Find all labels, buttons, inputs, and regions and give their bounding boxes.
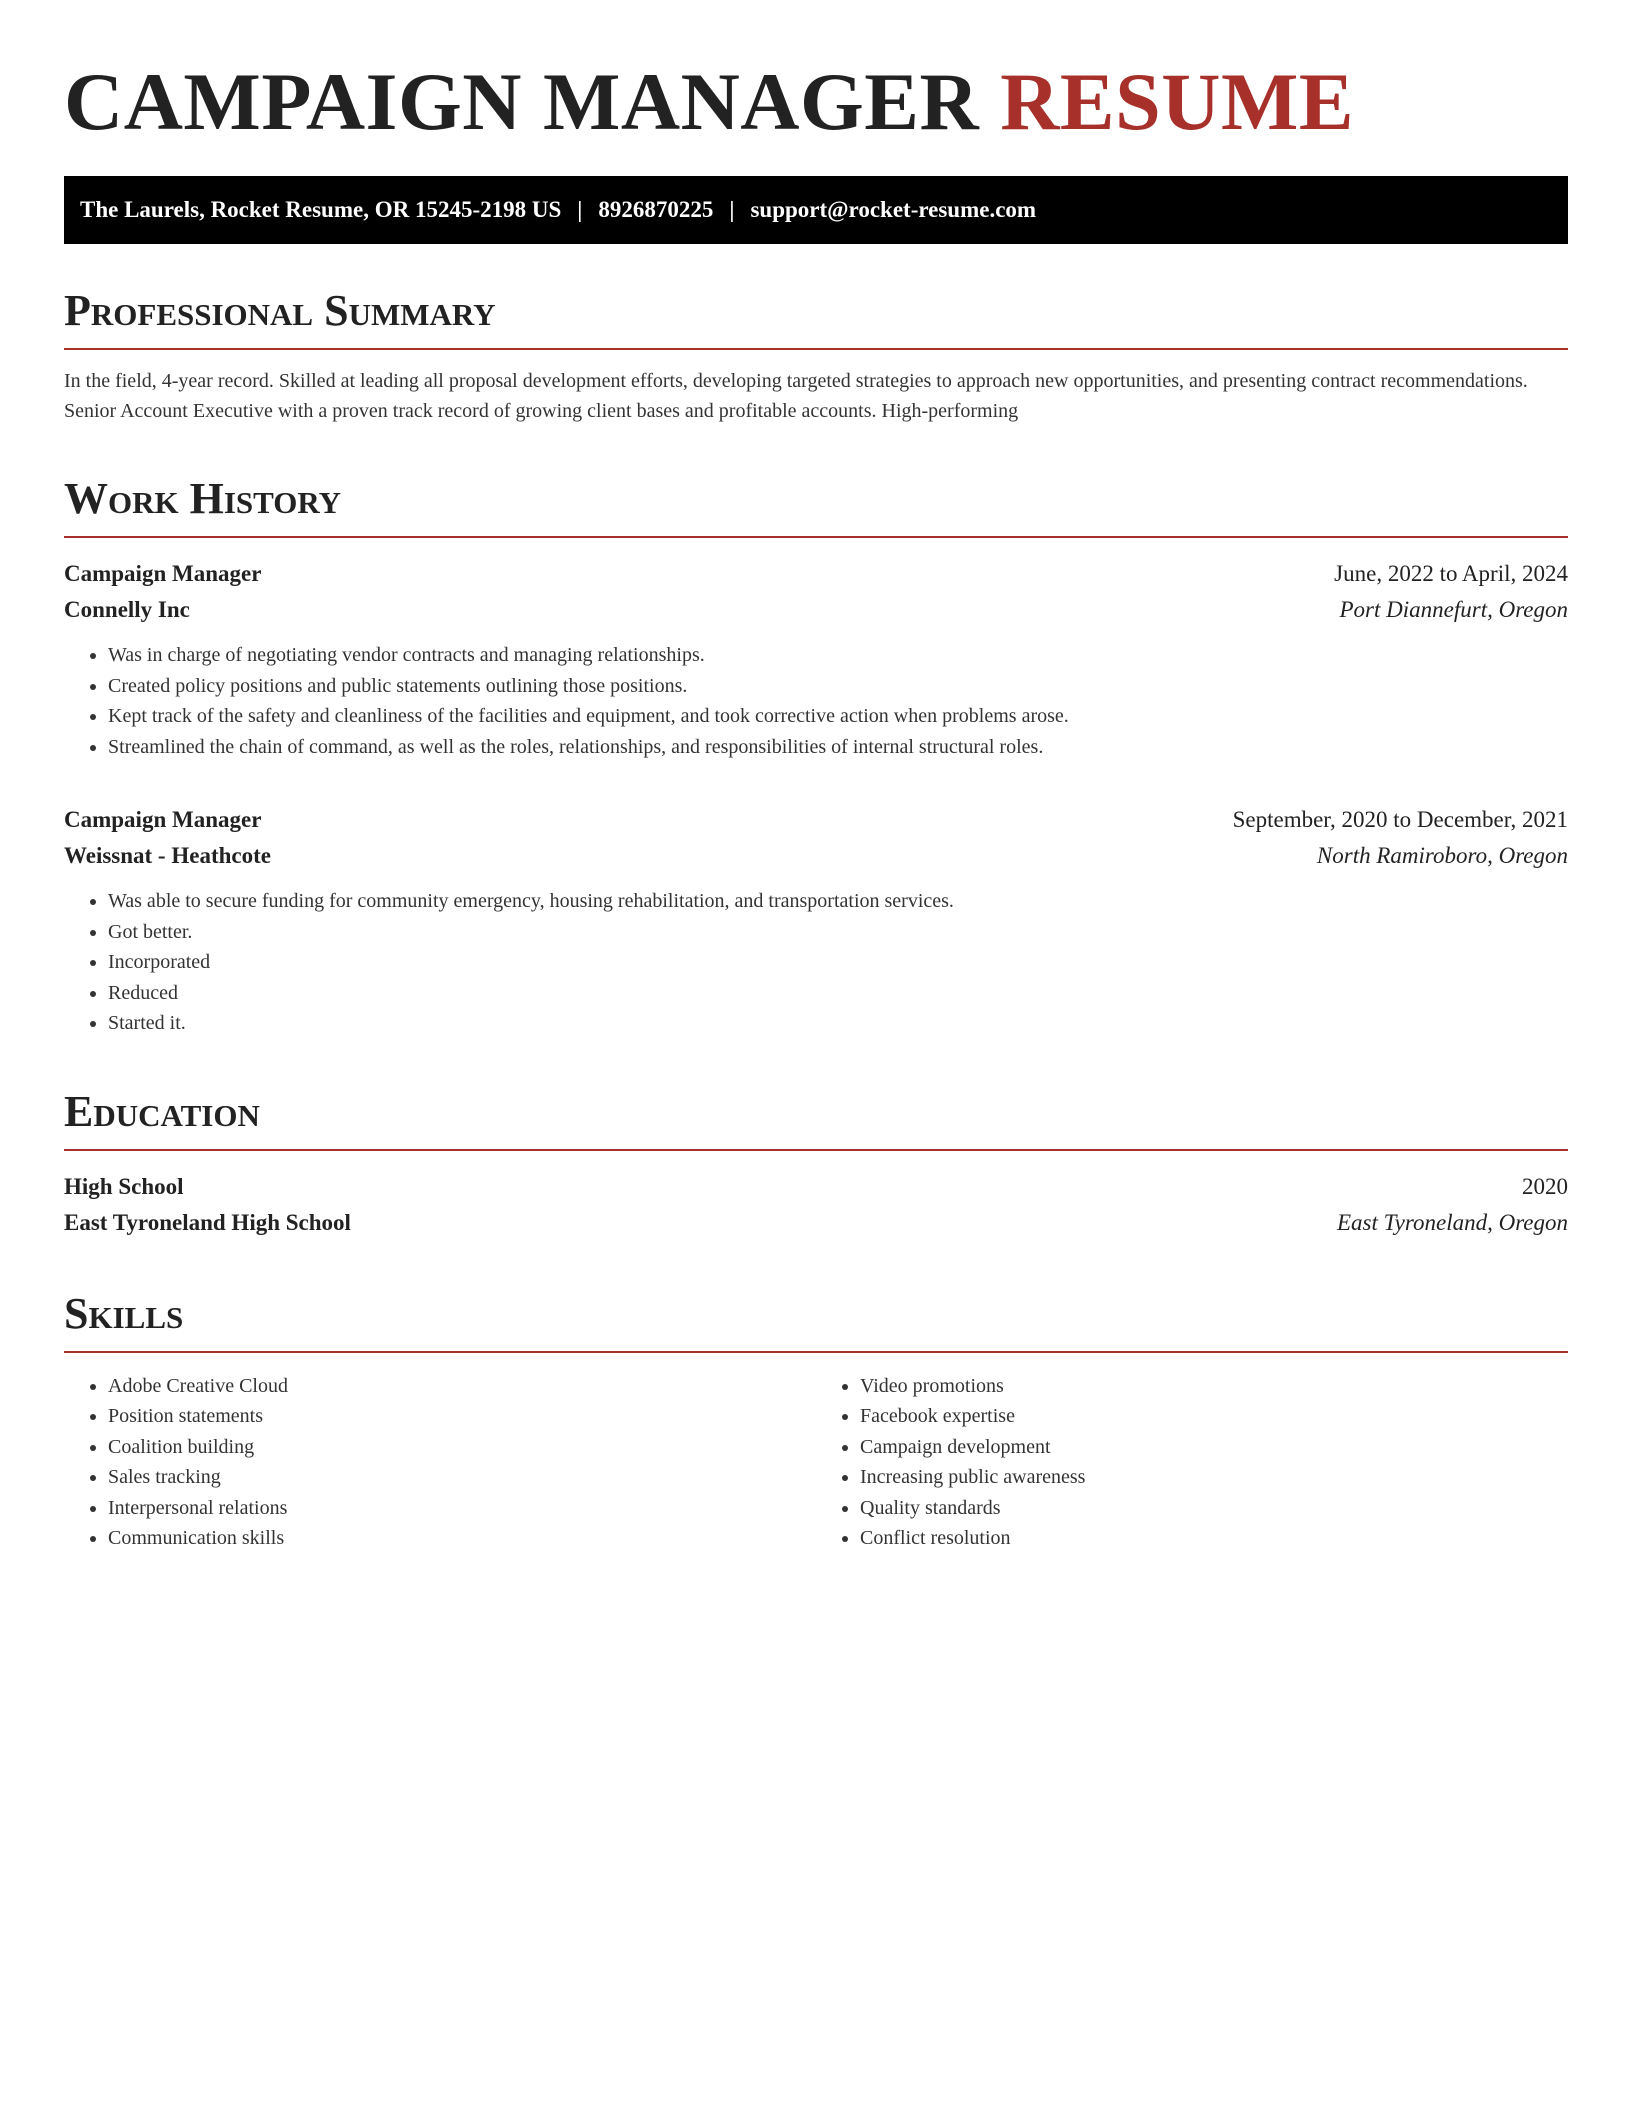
skill-item: • Increasing public awareness [860, 1462, 1568, 1493]
resume-title [64, 52, 1568, 152]
contact-email: support@rocket-resume.com [750, 197, 1037, 222]
job-company-row [64, 592, 1568, 628]
contact-phone: 8926870225 [598, 197, 714, 222]
job-bullet: • Was in charge of negotiating vendor contracts and managing relationships. [108, 640, 1568, 671]
job-bullets [64, 886, 1568, 1039]
skill-item: • Video promotions [860, 1371, 1568, 1402]
job-title: Campaign Manager [64, 807, 262, 832]
education-entry [64, 1169, 1568, 1241]
job-bullet: • Reduced [108, 978, 1568, 1009]
title-main: CAMPAIGN MANAGER [64, 56, 980, 147]
contact-separator: | [577, 197, 583, 222]
skill-item: • Communication skills [108, 1523, 816, 1554]
job-bullet: • Created policy positions and public statements outlining those positions. [108, 671, 1568, 702]
education-heading: Education [64, 1087, 1568, 1151]
summary-heading: Professional Summary [64, 286, 1568, 350]
education-year: 2020 [1522, 1173, 1568, 1199]
skill-item: • Quality standards [860, 1493, 1568, 1524]
job-location: North Ramiroboro, Oregon [1316, 843, 1568, 868]
skill-item: • Interpersonal relations [108, 1493, 816, 1524]
skill-item: • Conflict resolution [860, 1523, 1568, 1554]
skill-item: • Campaign development [860, 1432, 1568, 1463]
job-bullets [64, 640, 1568, 762]
skills-list [64, 1371, 1568, 1554]
contact-bar [64, 176, 1568, 244]
job-bullet: • Was able to secure funding for community emergency, housing rehabilitation, and transportation services. [108, 886, 1568, 917]
skill-item: • Adobe Creative Cloud [108, 1371, 816, 1402]
contact-address: The Laurels, Rocket Resume, OR 15245-2198 US [80, 197, 562, 222]
job-bullet: • Streamlined the chain of command, as well as the roles, relationships, and responsibilities of internal structural roles. [108, 732, 1568, 763]
job-company: Weissnat - Heathcote [64, 843, 271, 868]
skill-item: • Position statements [108, 1401, 816, 1432]
skills-heading: Skills [64, 1289, 1568, 1353]
education-school-row [64, 1205, 1568, 1241]
education-degree-row [64, 1169, 1568, 1205]
skills-column-right [816, 1371, 1568, 1554]
education-degree: High School [64, 1173, 184, 1199]
job-title: Campaign Manager [64, 561, 262, 586]
job-company-row [64, 838, 1568, 874]
job-location: Port Diannefurt, Oregon [1339, 597, 1568, 622]
education-school: East Tyroneland High School [64, 1209, 351, 1235]
skill-item: • Sales tracking [108, 1462, 816, 1493]
job-entry [64, 802, 1568, 1039]
job-entry [64, 556, 1568, 762]
job-header-row [64, 556, 1568, 592]
job-dates: June, 2022 to April, 2024 [1334, 561, 1568, 586]
contact-separator: | [729, 197, 735, 222]
job-dates: September, 2020 to December, 2021 [1232, 807, 1568, 832]
job-bullet: • Started it. [108, 1008, 1568, 1039]
work-history-heading: Work History [64, 474, 1568, 538]
skill-item: • Coalition building [108, 1432, 816, 1463]
job-bullet: • Incorporated [108, 947, 1568, 978]
job-header-row [64, 802, 1568, 838]
job-bullet: • Kept track of the safety and cleanliness of the facilities and equipment, and took corrective action when problems arose. [108, 701, 1568, 732]
education-location: East Tyroneland, Oregon [1336, 1209, 1568, 1235]
title-accent: RESUME [1000, 56, 1355, 147]
job-company: Connelly Inc [64, 597, 190, 622]
job-bullet: • Got better. [108, 917, 1568, 948]
skills-column-left [64, 1371, 816, 1554]
skill-item: • Facebook expertise [860, 1401, 1568, 1432]
summary-text: In the field, 4-year record. Skilled at leading all proposal development efforts, developing targeted strategies to approach new opportunities, and presenting contract recommendations. Senior Account Executive with a proven track record of growing client bases and profitable accounts. High-performing [64, 370, 1528, 422]
